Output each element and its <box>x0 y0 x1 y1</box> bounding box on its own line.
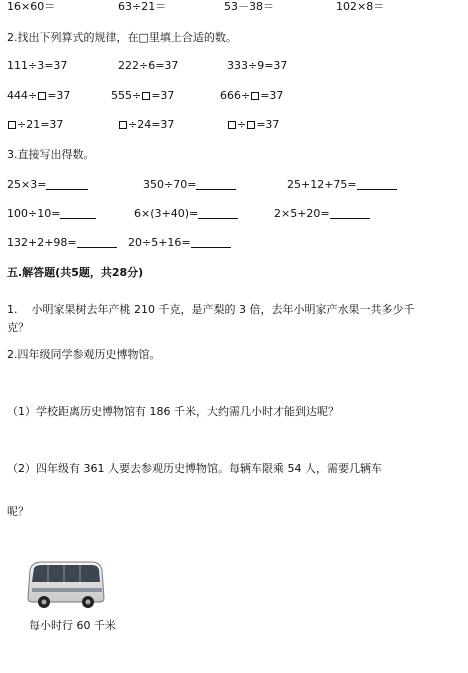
pattern-eq: 111÷3=37 <box>7 59 68 72</box>
answer-blank[interactable] <box>46 179 88 190</box>
pattern-eq: 333÷9=37 <box>227 59 288 72</box>
blank-box[interactable] <box>142 92 150 100</box>
pattern-eq: ÷24=37 <box>118 118 174 132</box>
question-1: 1. 小明家果树去年产桃 210 千克，是产梨的 3 倍，去年小明家产水果一共多少千克？ <box>7 303 415 334</box>
blank-box[interactable] <box>119 121 127 129</box>
pattern-eq: 222÷6=37 <box>118 59 179 72</box>
calc-item: 132+2+98= <box>7 236 117 250</box>
pattern-eq: 444÷ =37 <box>7 89 71 102</box>
question-2-2-cont: 呢？ <box>7 505 29 518</box>
blank-box[interactable] <box>8 121 16 129</box>
question-2-2: （2）四年级有 361 人要去参观历史博物馆。每辆车限乘 54 人，需要几辆车 <box>7 462 382 475</box>
pattern-eq: 555÷ =37 <box>111 89 175 102</box>
answer-blank[interactable] <box>330 208 370 219</box>
section5-title: 五.解答题(共5题，共28分) <box>7 266 144 279</box>
pattern-eq: ÷21=37 <box>7 118 63 132</box>
section2-title: 2.找出下列算式的规律，在□里填上合适的数。 <box>7 31 237 44</box>
calc-item: 350÷70= <box>143 178 236 192</box>
answer-blank[interactable] <box>198 208 238 219</box>
calc-item: 100÷10= <box>7 207 96 221</box>
calc-item: 25×3= <box>7 178 88 192</box>
question-2-title: 2.四年级同学参观历史博物馆。 <box>7 348 161 361</box>
bus-icon <box>26 558 106 610</box>
top-expr-1: 16×60＝ <box>7 0 56 13</box>
blank-box[interactable] <box>247 121 255 129</box>
answer-blank[interactable] <box>60 208 96 219</box>
blank-box[interactable] <box>228 121 236 129</box>
calc-item: 20÷5+16= <box>128 236 231 250</box>
bus-caption: 每小时行 60 千米 <box>29 619 116 632</box>
top-expr-3: 53－38＝ <box>224 0 274 13</box>
top-expr-4: 102×8＝ <box>336 0 385 13</box>
answer-blank[interactable] <box>357 179 397 190</box>
answer-blank[interactable] <box>191 237 231 248</box>
blank-box[interactable] <box>38 92 46 100</box>
top-expr-2: 63÷21＝ <box>118 0 167 13</box>
answer-blank[interactable] <box>196 179 236 190</box>
question-2-1: （1）学校距离历史博物馆有 186 千米，大约需几小时才能到达呢？ <box>7 405 339 418</box>
answer-blank[interactable] <box>77 237 117 248</box>
calc-item: 6×(3+40)= <box>134 207 238 221</box>
calc-item: 2×5+20= <box>274 207 370 221</box>
pattern-eq: ÷ =37 <box>227 118 279 132</box>
blank-box[interactable] <box>251 92 259 100</box>
section3-title: 3.直接写出得数。 <box>7 148 95 161</box>
pattern-eq: 666÷ =37 <box>220 89 284 102</box>
calc-item: 25+12+75= <box>287 178 397 192</box>
